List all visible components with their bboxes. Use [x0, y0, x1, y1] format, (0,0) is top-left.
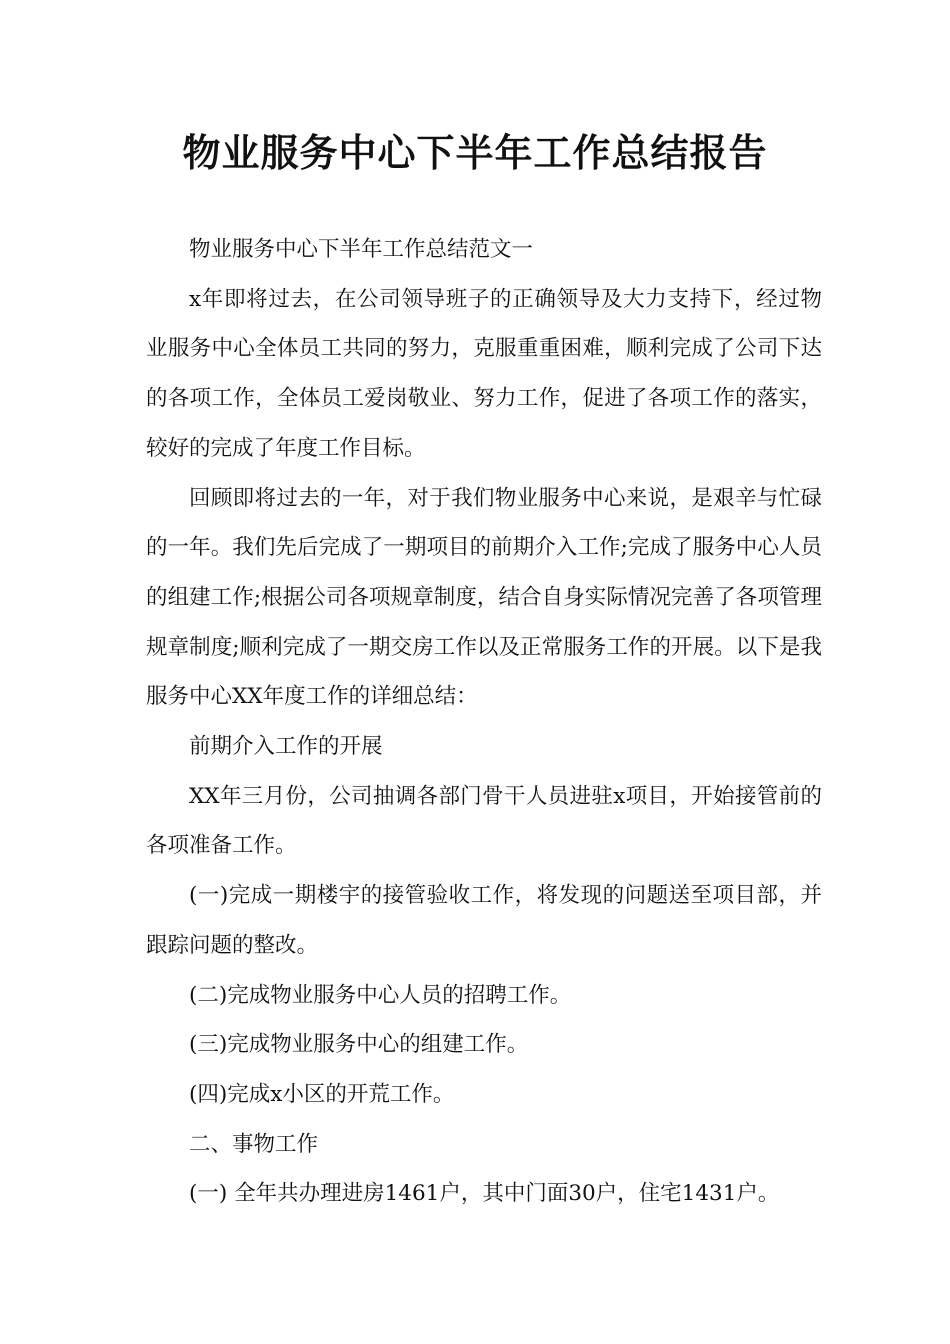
section-heading-affairs: 二、事物工作 [189, 1131, 319, 1157]
paragraph-march: XX年三月份，公司抽调各部门骨干人员进驻x项目，开始接管前的各项准备工作。 [146, 783, 822, 859]
paragraph-subtitle: 物业服务中心下半年工作总结范文一 [189, 237, 534, 262]
paragraph-move-in-count: (一) 全年共办理进房1461户，其中门面30户，住宅1431户。 [189, 1181, 780, 1207]
paragraph-review: 回顾即将过去的一年，对于我们物业服务中心来说，是艰辛与忙碌的一年。我们先后完成了一期项目的前期介入工作;完成了服务中心人员的组建工作;根据公司各项规章制度，结合自身实际情况完善了各项管理规章制度;顺利完成了一期交房工作以及正常服务工作的开展。以下是我服务中心XX年度工作的详细总结： [146, 485, 822, 710]
document-title: 物业服务中心下半年工作总结报告 [182, 131, 768, 175]
list-item-2: (二)完成物业服务中心人员的招聘工作。 [189, 982, 572, 1008]
document-body [146, 225, 822, 1219]
list-item-3: (三)完成物业服务中心的组建工作。 [189, 1032, 529, 1058]
section-heading-early-involvement: 前期介入工作的开展 [189, 734, 383, 760]
list-item-4: (四)完成x小区的开荒工作。 [189, 1081, 455, 1107]
list-item-1: (一)完成一期楼宇的接管验收工作，将发现的问题送至项目部，并跟踪问题的整改。 [146, 883, 822, 958]
paragraph-intro: x年即将过去，在公司领导班子的正确领导及大力支持下，经过物业服务中心全体员工共同的努力，克服重重困难，顺利完成了公司下达的各项工作，全体员工爱岗敬业、努力工作，促进了各项工作的落实，较好的完成了年度工作目标。 [146, 286, 822, 461]
